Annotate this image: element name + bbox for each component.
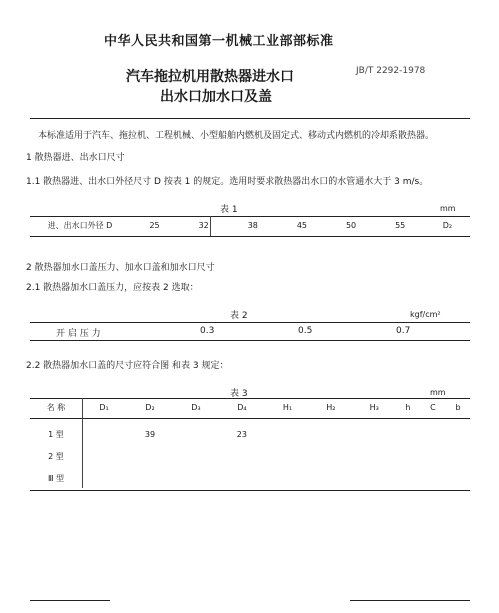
- table-row: [30, 218, 470, 233]
- table-2-caption: 表 2: [230, 311, 248, 321]
- table-cell: D₂: [442, 221, 453, 230]
- table-cell: [266, 423, 309, 445]
- table-row: [30, 423, 470, 445]
- row-label: 1 型: [48, 429, 64, 439]
- table-2-top-rule: [30, 322, 470, 323]
- table-cell: [396, 423, 420, 445]
- title-line-2: 出水口加水口及盖: [160, 89, 272, 105]
- table-1: [30, 218, 470, 233]
- table-header: H₂: [326, 403, 336, 412]
- section-1-item-1: 1.1 散热器进、出水口外径尺寸 D 按表 1 的规定。选用时要求散热器出水口的水管通水大于 3 m/s。: [26, 177, 429, 187]
- table-divider: [210, 216, 211, 236]
- table-header: 名 称: [46, 403, 66, 412]
- table-1-caption: 表 1: [220, 205, 238, 215]
- table-cell: [218, 467, 266, 489]
- table-1-unit: mm: [440, 204, 456, 213]
- table-cell: 0.5: [298, 326, 313, 336]
- table-header: D₂: [145, 403, 155, 412]
- table-cell: [420, 445, 446, 467]
- table-cell: [446, 423, 470, 445]
- table-cell: [82, 423, 126, 445]
- table-cell: 23: [236, 429, 247, 439]
- table-cell: 45: [296, 221, 308, 230]
- table-3-header-rule: [30, 418, 470, 419]
- table-cell: [309, 423, 352, 445]
- table-cell: [309, 467, 352, 489]
- table-cell: [446, 467, 470, 489]
- table-header: D₃: [191, 403, 201, 412]
- table-1-label: 进、出水口外径 D: [47, 221, 113, 230]
- table-row: [30, 445, 470, 467]
- table-2-label: 开 启 压 力: [56, 329, 101, 339]
- document-header: 中华人民共和国第一机械工业部部标准: [104, 34, 334, 49]
- table-2-bottom-rule: [30, 340, 470, 341]
- table-cell: [353, 423, 396, 445]
- table-row: [30, 467, 470, 489]
- table-cell: [218, 445, 266, 467]
- table-cell: [420, 423, 446, 445]
- table-cell: [82, 445, 126, 467]
- table-1-bottom-rule: [30, 236, 470, 237]
- table-cell: [396, 445, 420, 467]
- table-cell: 25: [149, 221, 160, 230]
- table-cell: 50: [345, 221, 357, 230]
- table-header: C: [430, 403, 436, 412]
- table-cell: [126, 445, 174, 467]
- table-2-unit: kgf/cm²: [410, 310, 441, 319]
- table-header: H₁: [282, 403, 293, 412]
- section-2-item-2: 2.2 散热器加水口盖的尺寸应符合图 和表 3 规定：: [26, 361, 229, 371]
- table-cell: [353, 467, 396, 489]
- table-header: b: [455, 403, 461, 412]
- table-cell: 39: [144, 429, 156, 439]
- table-header: H₃: [369, 403, 379, 412]
- section-2-item-1: 2.1 散热器加水口盖压力，应按表 2 选取：: [26, 283, 199, 293]
- section-2-heading: 2 散热器加水口盖压力、加水口盖和加水口尺寸: [26, 263, 215, 273]
- table-cell: [446, 445, 470, 467]
- section-1-heading: 1 散热器进、出水口尺寸: [26, 153, 125, 163]
- row-label: 2 型: [48, 451, 64, 461]
- table-cell: [266, 467, 309, 489]
- intro-paragraph: 本标准适用于汽车、拖拉机、工程机械、小型船舶内燃机及固定式、移动式内燃机的冷却系散热器。: [38, 131, 435, 141]
- table-3: [30, 400, 470, 489]
- table-cell: [174, 467, 218, 489]
- table-cell: 0.3: [200, 326, 215, 336]
- table-header: D₁: [99, 403, 109, 412]
- table-cell: 0.7: [396, 326, 411, 336]
- table-3-bottom-rule: [30, 490, 470, 491]
- standard-code: JB/T 2292-1978: [356, 66, 426, 76]
- table-cell: [126, 467, 174, 489]
- table-cell: [420, 467, 446, 489]
- table-3-unit: mm: [430, 388, 446, 397]
- table-1-top-rule: [30, 216, 470, 217]
- table-cell: [309, 445, 352, 467]
- table-cell: 32: [198, 221, 209, 230]
- table-cell: 55: [395, 221, 406, 230]
- table-cell: 38: [247, 221, 258, 230]
- table-cell: [396, 467, 420, 489]
- footer-rule-left: [30, 600, 110, 601]
- table-cell: [174, 423, 218, 445]
- table-header: h: [405, 403, 411, 412]
- header-rule: [30, 118, 470, 119]
- table-header-row: [30, 400, 470, 415]
- table-3-top-rule: [30, 398, 470, 399]
- row-label: Ⅲ 型: [47, 473, 65, 483]
- table-3-caption: 表 3: [230, 389, 248, 399]
- title-line-1: 汽车拖拉机用散热器进水口: [126, 69, 294, 85]
- table-cell: [174, 445, 218, 467]
- table-cell: [82, 467, 126, 489]
- table-divider: [82, 398, 83, 488]
- table-cell: [353, 445, 396, 467]
- table-header: D₄: [237, 403, 247, 412]
- table-cell: [266, 445, 309, 467]
- footer-rule-right: [350, 600, 470, 601]
